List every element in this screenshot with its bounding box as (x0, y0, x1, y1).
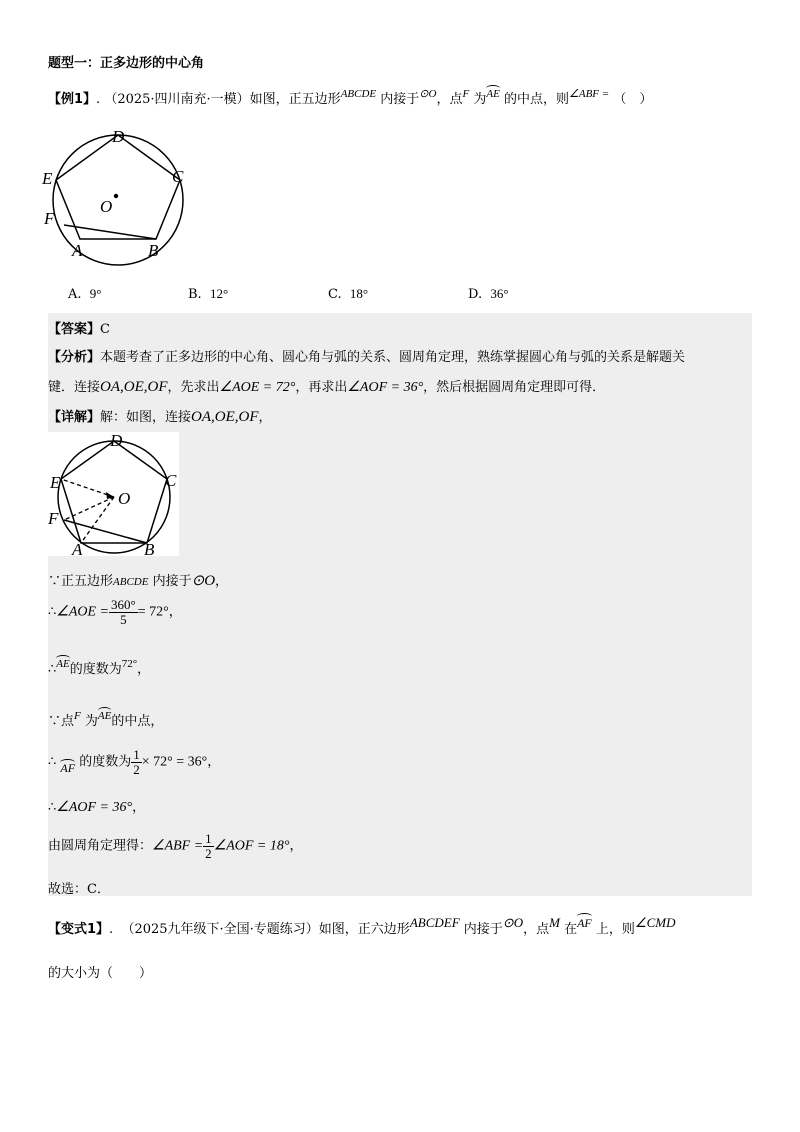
detail-line-intro: 【详解】解：如图，连接OA,OE,OF， (48, 409, 272, 425)
answer-line: 【答案】C (48, 322, 110, 337)
detail-step-2: ∴∠AOE = $\frac{360^\circ}{5}$ = 72°， (48, 597, 182, 627)
option-c[interactable]: C. 18° (328, 286, 369, 302)
hexagon-name: ABCDEF (409, 915, 460, 930)
detail-step-5: ∴ AF 的度数为 $\frac{1}{2}$ × 72° = 36°， (48, 747, 221, 777)
answer-value: C (100, 322, 110, 337)
label2-b: B (144, 540, 155, 556)
fraction-360-5: $\frac{360^\circ}{5}$ (111, 597, 136, 627)
option-a[interactable]: A. 9° (68, 286, 102, 302)
option-d[interactable]: D. 36° (468, 286, 509, 302)
detail-step-6: ∴∠AOF = 36°， (48, 800, 146, 815)
detail-conclusion: 故选：C． (48, 882, 110, 897)
section-title: 题型一：正多边形的中心角 (48, 56, 205, 71)
detail-step-4: ∵点$^F$ 为AE的中点， (48, 710, 164, 729)
analysis-line-1: 【分析】本题考查了正多边形的中心角、圆心角与弧的关系、圆周角定理，熟练掌握圆心角与弧的关系是解题关 (48, 350, 686, 365)
label2-e: E (50, 473, 61, 492)
label2-a: A (72, 540, 83, 556)
arc-af: AF (577, 916, 592, 930)
detail-step-3: ∴AE的度数为$^{72^\circ}$， (48, 658, 151, 677)
pentagon-figure (40, 122, 200, 270)
detail-step-7: 由圆周角定理得：∠ABF = $\frac{1}{2}$ ∠AOF = 18°， (48, 831, 303, 861)
label-e: E (42, 169, 53, 188)
variant-tag: 【变式1】 (48, 922, 110, 937)
pentagon-name: ABCDE (340, 88, 377, 100)
arc-ae: AE (486, 88, 500, 100)
example-question: 【例1】. （2025·四川南充·一模）如图，正五边形$^{ABCDE}$ 内接于$^{⊙O}$，点$^F$ 为AE 的中点，则$^{\angle ABF =}$ （ ） (48, 88, 653, 107)
label2-c: C (165, 471, 177, 490)
option-b[interactable]: B. 12° (188, 286, 229, 302)
variant-question-line-2: 的大小为（ ） (48, 966, 153, 981)
example-tag: 【例1】 (48, 92, 97, 107)
label2-o: O (118, 489, 131, 508)
pentagon-solution-figure (48, 432, 179, 556)
label-d: D (112, 127, 125, 146)
label2-d: D (110, 432, 123, 450)
label-c: C (172, 167, 184, 186)
analysis-line-2: 键．连接OA,OE,OF，先求出∠AOE = 72°，再求出∠AOF = 36°，然后根据圆周角定理即可得． (48, 379, 606, 395)
variant-question: 【变式1】. （2025九年级下·全国·专题练习）如图，正六边形ABCDEF 内接于⊙O，点M 在AF 上，则∠CMD (48, 915, 676, 937)
label-a: A (72, 241, 83, 260)
detail-step-1: ∵正五边形ABCDE 内接于⊙O， (48, 573, 229, 589)
label-o: O (100, 197, 113, 216)
label-b: B (148, 241, 159, 260)
label2-f: F (48, 509, 59, 528)
label-f: F (44, 209, 55, 228)
